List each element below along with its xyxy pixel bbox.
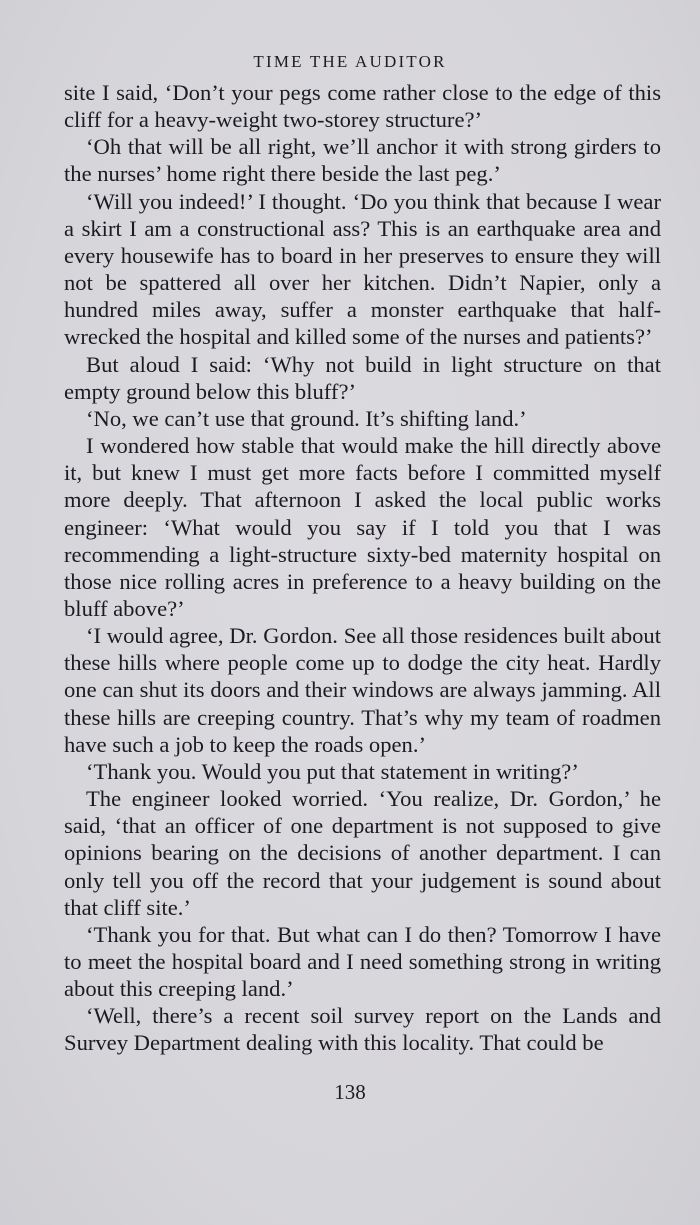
paragraph: ‘No, we can’t use that ground. It’s shifting land.’ <box>86 405 527 431</box>
body-text <box>64 79 661 1057</box>
paragraph: ‘Oh that will be all right, we’ll anchor it with strong girders to the nurses’ home right there beside the last peg.’ <box>64 134 661 187</box>
paragraph: ‘Will you indeed!’ I thought. ‘Do you think that because I wear a skirt I am a constructional ass? This is an earthquake area and every housewife has to board in her preserves to ensure they will not be spattered all over her kitchen. Didn’t Napier, only a hundred miles away, suffer a monster earthquake that half-wrecked the hospital and killed some of the nurses and patients?’ <box>64 188 661 350</box>
running-head: TIME THE AUDITOR <box>253 52 447 71</box>
paragraph: But aloud I said: ‘Why not build in light structure on that empty ground below this bluff?’ <box>64 351 661 404</box>
paragraph: ‘Well, there’s a recent soil survey report on the Lands and Survey Department dealing with this locality. That could be <box>64 1003 661 1056</box>
paragraph: I wondered how stable that would make the hill directly above it, but knew I must get more facts before I committed myself more deeply. That afternoon I asked the local public works engineer: ‘What would you say if I told you that I was recommending a light-structure sixty-bed maternity hospital on those nice rolling acres in preference to a heavy building on the bluff above?’ <box>64 433 661 621</box>
paragraph: site I said, ‘Don’t your pegs come rather close to the edge of this cliff for a heavy-weight two-storey structure?’ <box>64 80 661 133</box>
paragraph: ‘Thank you. Would you put that statement in writing?’ <box>86 758 579 784</box>
paragraph: ‘I would agree, Dr. Gordon. See all those residences built about these hills where people come up to dodge the city heat. Hardly one can shut its doors and their windows are always jamming. All these hills are creeping country. That’s why my team of roadmen have such a job to keep the roads open.’ <box>64 623 661 757</box>
paragraph: ‘Thank you for that. But what can I do then? Tomorrow I have to meet the hospital board and I need something strong in writing about this creeping land.’ <box>64 921 661 1002</box>
paragraph: The engineer looked worried. ‘You realize, Dr. Gordon,’ he said, ‘that an officer of one department is not supposed to give opinions bearing on the decisions of another department. I can only tell you off the record that your judgement is sound about that cliff site.’ <box>64 786 661 920</box>
page-number: 138 <box>334 1080 366 1104</box>
